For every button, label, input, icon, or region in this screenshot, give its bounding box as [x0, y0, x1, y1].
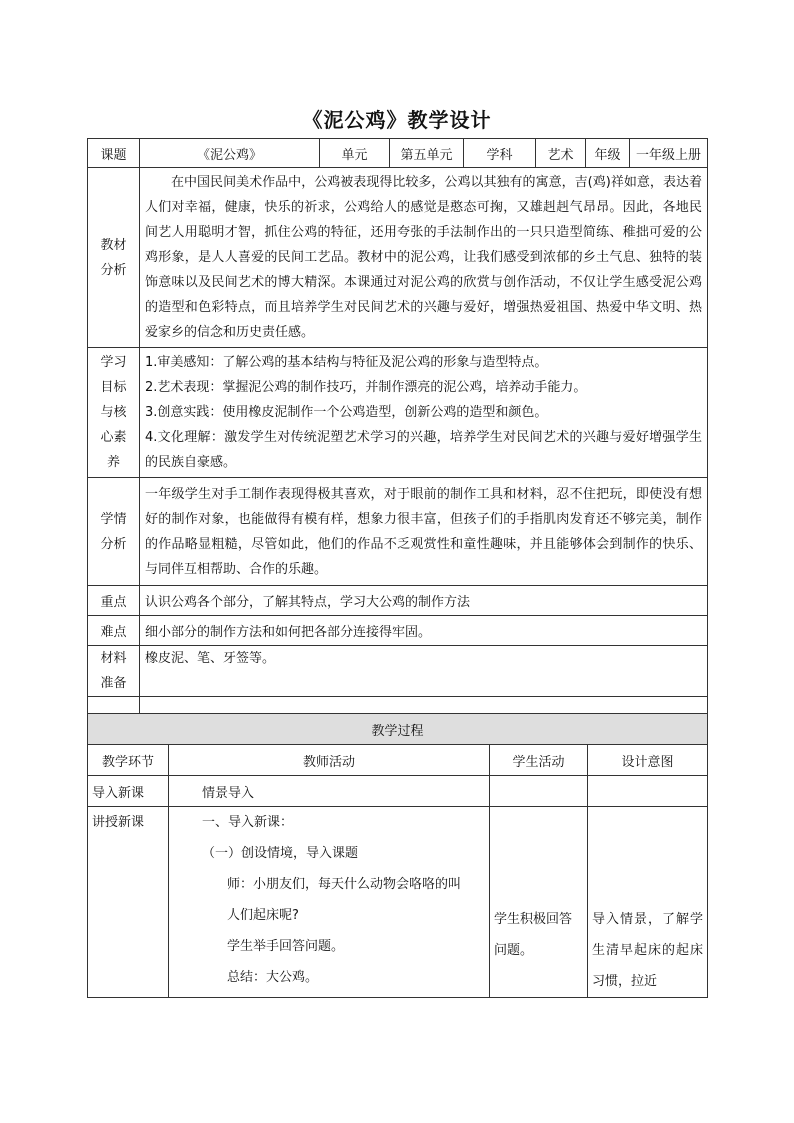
objectives-list	[140, 348, 708, 478]
subject-label: 学科	[464, 139, 536, 168]
student-teaching: 学生积极回答问题。	[490, 807, 588, 998]
key-point-text: 认识公鸡各个部分，了解其特点，学习大公鸡的制作方法	[140, 586, 708, 616]
header-teacher: 教师活动	[169, 745, 490, 776]
student-analysis-row	[88, 478, 708, 586]
teacher-line: （一）创设情境，导入课题	[202, 846, 359, 861]
grade-label: 年级	[586, 139, 630, 168]
student-analysis-label: 学情分析	[88, 478, 140, 586]
objective-item: 2.艺术表现：掌握泥公鸡的制作技巧，并制作漂亮的泥公鸡，培养动手能力。	[145, 380, 587, 395]
stage-intro: 导入新课	[88, 776, 169, 807]
key-point-label: 重点	[88, 586, 140, 616]
lesson-label: 课题	[88, 139, 140, 168]
intent-teaching: 导入情景，了解学生清早起床的起床习惯，拉近	[588, 807, 708, 998]
lesson-value: 《泥公鸡》	[140, 139, 320, 168]
header-intent: 设计意图	[588, 745, 708, 776]
difficulty-row	[88, 616, 708, 646]
process-row-teaching	[88, 807, 708, 998]
difficulty-label: 难点	[88, 616, 140, 646]
intent-intro	[588, 776, 708, 807]
teacher-intro: 情景导入	[169, 776, 490, 807]
key-point-row	[88, 586, 708, 616]
header-stage: 教学环节	[88, 745, 169, 776]
objective-item: 4.文化理解：激发学生对传统泥塑艺术学习的兴趣，培养学生对民间艺术的兴趣与爱好增强学生的民族自豪感。	[145, 430, 702, 470]
objective-item: 1.审美感知：了解公鸡的基本结构与特征及泥公鸡的形象与造型特点。	[145, 355, 548, 370]
stage-teaching: 讲授新课	[88, 807, 169, 998]
material-analysis-label: 教材分析	[88, 168, 140, 348]
grade-value: 一年级上册	[630, 139, 708, 168]
objectives-label: 学习目标与核心素养	[88, 348, 140, 478]
process-title-row	[88, 714, 708, 745]
process-table	[87, 713, 708, 998]
materials-text: 橡皮泥、笔、牙签等。	[140, 646, 708, 697]
materials-row	[88, 646, 708, 697]
document-title: 《泥公鸡》教学设计	[302, 108, 492, 132]
process-row-intro	[88, 776, 708, 807]
process-title: 教学过程	[88, 714, 708, 745]
material-analysis-text: 在中国民间美术作品中，公鸡被表现得比较多，公鸡以其独有的寓意，吉(鸡)祥如意，表达着人们对幸福，健康，快乐的祈求，公鸡给人的感觉是憨态可掬，又雄赳赳气昂昂。因此，各地民间艺人用聪明才智，抓住公鸡的特征，还用夸张的手法制作出的一只只造型简练、稚拙可爱的公鸡形象，是人人喜爱的民间工艺品。教材中的泥公鸡，让我们感受到浓郁的乡土气息、独特的装饰意味以及民间艺术的博大精深。本课通过对泥公鸡的欣赏与创作活动，不仅让学生感受泥公鸡的造型和色彩特点，而且培养学生对民间艺术的兴趣与爱好，增强热爱祖国、热爱中华文明、热爱家乡的信念和历史责任感。	[140, 168, 708, 348]
teacher-line: 人们起床呢?	[227, 908, 299, 923]
teacher-line: 总结：大公鸡。	[227, 970, 319, 985]
lesson-info-table	[87, 138, 708, 723]
material-analysis-row	[88, 168, 708, 348]
materials-label: 材料准备	[88, 646, 140, 697]
subject-value: 艺术	[536, 139, 586, 168]
student-intro	[490, 776, 588, 807]
process-header-row	[88, 745, 708, 776]
info-row	[88, 139, 708, 168]
objectives-row	[88, 348, 708, 478]
teacher-line: 学生举手回答问题。	[227, 939, 345, 954]
teacher-teaching	[169, 807, 490, 998]
teacher-line: 一、导入新课：	[202, 815, 294, 830]
teacher-line: 师：小朋友们，每天什么动物会咯咯的叫	[227, 877, 462, 892]
objective-item: 3.创意实践：使用橡皮泥制作一个公鸡造型，创新公鸡的造型和颜色。	[145, 405, 548, 420]
header-student: 学生活动	[490, 745, 588, 776]
unit-label: 单元	[320, 139, 390, 168]
difficulty-text: 细小部分的制作方法和如何把各部分连接得牢固。	[140, 616, 708, 646]
student-analysis-text: 一年级学生对手工制作表现得极其喜欢，对于眼前的制作工具和材料，忍不住把玩，即使没有想好的制作对象，也能做得有模有样，想象力很丰富，但孩子们的手指肌肉发育还不够完美，制作的作品略显粗糙，尽管如此，他们的作品不乏观赏性和童性趣味，并且能够体会到制作的快乐、与同伴互相帮助、合作的乐趣。	[140, 478, 708, 586]
unit-value: 第五单元	[390, 139, 464, 168]
